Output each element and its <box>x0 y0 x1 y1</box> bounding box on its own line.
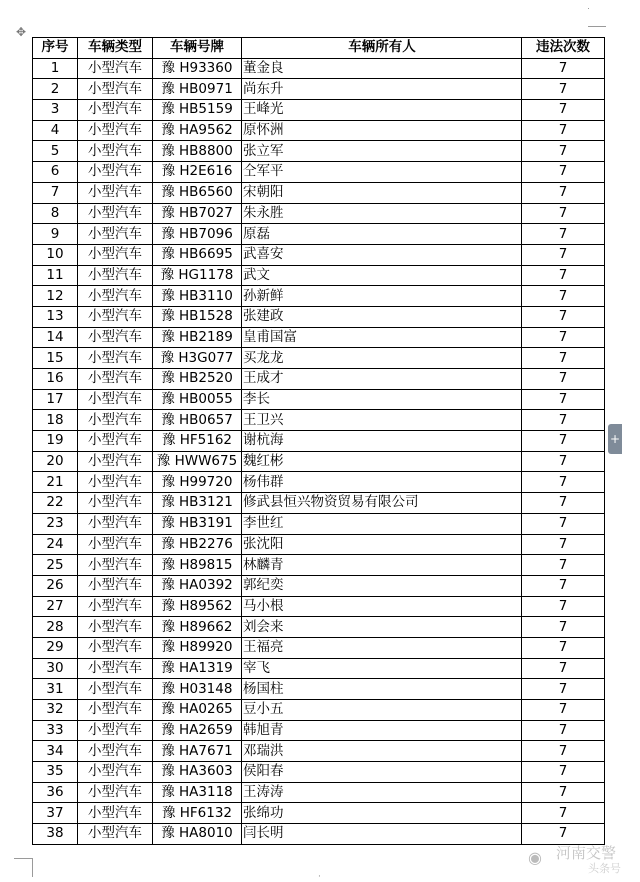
cell-no: 33 <box>33 720 78 741</box>
cell-no: 27 <box>33 596 78 617</box>
cell-count: 7 <box>522 286 605 307</box>
table-row <box>33 555 605 576</box>
cell-owner: 王卫兴 <box>242 410 522 431</box>
cell-type: 小型汽车 <box>78 120 153 141</box>
cell-count: 7 <box>522 182 605 203</box>
cell-owner: 邓瑞洪 <box>242 741 522 762</box>
cell-type: 小型汽车 <box>78 596 153 617</box>
cell-no: 17 <box>33 389 78 410</box>
cell-no: 21 <box>33 472 78 493</box>
cell-no: 30 <box>33 658 78 679</box>
cell-no: 29 <box>33 637 78 658</box>
cell-owner: 张绵功 <box>242 803 522 824</box>
table-row <box>33 472 605 493</box>
cell-type: 小型汽车 <box>78 79 153 100</box>
cell-type: 小型汽车 <box>78 575 153 596</box>
cell-no: 23 <box>33 513 78 534</box>
cell-no: 24 <box>33 534 78 555</box>
col-header-owner: 车辆所有人 <box>242 38 522 59</box>
cell-count: 7 <box>522 327 605 348</box>
cell-owner: 原怀洲 <box>242 120 522 141</box>
table-row <box>33 824 605 845</box>
table-row <box>33 782 605 803</box>
cell-type: 小型汽车 <box>78 369 153 390</box>
cell-plate: 豫 H89920 <box>153 637 242 658</box>
cell-plate: 豫 H3G077 <box>153 348 242 369</box>
cell-no: 6 <box>33 162 78 183</box>
cell-plate: 豫 H89562 <box>153 596 242 617</box>
cell-plate: 豫 H2E616 <box>153 162 242 183</box>
cell-count: 7 <box>522 348 605 369</box>
cell-no: 2 <box>33 79 78 100</box>
cell-no: 10 <box>33 244 78 265</box>
cell-count: 7 <box>522 637 605 658</box>
cell-plate: 豫 HWW675 <box>153 451 242 472</box>
cell-owner: 皇甫国富 <box>242 327 522 348</box>
cell-owner: 原磊 <box>242 224 522 245</box>
cell-no: 28 <box>33 617 78 638</box>
table-row <box>33 700 605 721</box>
watermark-sub: 头条号 <box>588 862 621 875</box>
cell-owner: 武文 <box>242 265 522 286</box>
cell-count: 7 <box>522 306 605 327</box>
cell-type: 小型汽车 <box>78 244 153 265</box>
cell-type: 小型汽车 <box>78 286 153 307</box>
cell-count: 7 <box>522 513 605 534</box>
cell-no: 13 <box>33 306 78 327</box>
cell-type: 小型汽车 <box>78 782 153 803</box>
cell-plate: 豫 HB3121 <box>153 493 242 514</box>
cell-type: 小型汽车 <box>78 555 153 576</box>
table-row <box>33 410 605 431</box>
cell-type: 小型汽车 <box>78 658 153 679</box>
cell-type: 小型汽车 <box>78 431 153 452</box>
cell-count: 7 <box>522 431 605 452</box>
cell-owner: 王福亮 <box>242 637 522 658</box>
cell-type: 小型汽车 <box>78 141 153 162</box>
cell-owner: 仝军平 <box>242 162 522 183</box>
table-row <box>33 348 605 369</box>
cell-type: 小型汽车 <box>78 162 153 183</box>
cell-plate: 豫 HB3110 <box>153 286 242 307</box>
cell-count: 7 <box>522 100 605 121</box>
cell-plate: 豫 HA0392 <box>153 575 242 596</box>
cell-plate: 豫 HG1178 <box>153 265 242 286</box>
cell-plate: 豫 HB2276 <box>153 534 242 555</box>
cell-plate: 豫 HB3191 <box>153 513 242 534</box>
cell-no: 25 <box>33 555 78 576</box>
cell-owner: 魏红彬 <box>242 451 522 472</box>
cell-owner: 张沈阳 <box>242 534 522 555</box>
cell-owner: 买龙龙 <box>242 348 522 369</box>
cell-type: 小型汽车 <box>78 720 153 741</box>
table-row <box>33 369 605 390</box>
cell-owner: 谢杭海 <box>242 431 522 452</box>
cell-plate: 豫 HB0055 <box>153 389 242 410</box>
cell-owner: 闫长明 <box>242 824 522 845</box>
cell-owner: 王涛涛 <box>242 782 522 803</box>
cell-plate: 豫 H89815 <box>153 555 242 576</box>
cell-count: 7 <box>522 79 605 100</box>
cell-plate: 豫 HA3603 <box>153 762 242 783</box>
cell-plate: 豫 H99720 <box>153 472 242 493</box>
cell-owner: 林麟青 <box>242 555 522 576</box>
cell-owner: 张建政 <box>242 306 522 327</box>
cell-type: 小型汽车 <box>78 513 153 534</box>
cell-count: 7 <box>522 782 605 803</box>
table-row <box>33 803 605 824</box>
cell-type: 小型汽车 <box>78 348 153 369</box>
cell-type: 小型汽车 <box>78 306 153 327</box>
table-row <box>33 534 605 555</box>
table-row <box>33 389 605 410</box>
col-header-count: 违法次数 <box>522 38 605 59</box>
table-row <box>33 306 605 327</box>
cell-owner: 宋朝阳 <box>242 182 522 203</box>
cell-owner: 侯阳春 <box>242 762 522 783</box>
cell-owner: 马小根 <box>242 596 522 617</box>
cell-type: 小型汽车 <box>78 472 153 493</box>
cell-type: 小型汽车 <box>78 265 153 286</box>
cell-plate: 豫 HB1528 <box>153 306 242 327</box>
cell-owner: 李世红 <box>242 513 522 534</box>
cell-owner: 杨国柱 <box>242 679 522 700</box>
cell-type: 小型汽车 <box>78 824 153 845</box>
cell-count: 7 <box>522 120 605 141</box>
cell-count: 7 <box>522 575 605 596</box>
cell-no: 8 <box>33 203 78 224</box>
cell-no: 37 <box>33 803 78 824</box>
cell-plate: 豫 HB7027 <box>153 203 242 224</box>
side-expand-plus-icon[interactable]: + <box>608 424 622 454</box>
cell-count: 7 <box>522 762 605 783</box>
cell-plate: 豫 HB6560 <box>153 182 242 203</box>
cell-type: 小型汽车 <box>78 803 153 824</box>
col-header-type: 车辆类型 <box>78 38 153 59</box>
cell-no: 14 <box>33 327 78 348</box>
col-header-no: 序号 <box>33 38 78 59</box>
table-move-handle-icon[interactable]: ✥ <box>15 25 27 39</box>
cell-no: 26 <box>33 575 78 596</box>
cell-type: 小型汽车 <box>78 327 153 348</box>
cell-plate: 豫 HB7096 <box>153 224 242 245</box>
cell-count: 7 <box>522 493 605 514</box>
cell-type: 小型汽车 <box>78 389 153 410</box>
cell-plate: 豫 H89662 <box>153 617 242 638</box>
col-header-plate: 车辆号牌 <box>153 38 242 59</box>
cell-no: 20 <box>33 451 78 472</box>
cell-no: 34 <box>33 741 78 762</box>
table-row <box>33 224 605 245</box>
cell-count: 7 <box>522 58 605 79</box>
cell-owner: 尚东升 <box>242 79 522 100</box>
table-row <box>33 58 605 79</box>
cell-type: 小型汽车 <box>78 451 153 472</box>
cell-plate: 豫 HA2659 <box>153 720 242 741</box>
cell-owner: 张立军 <box>242 141 522 162</box>
cell-plate: 豫 HA9562 <box>153 120 242 141</box>
cell-type: 小型汽车 <box>78 679 153 700</box>
table-row <box>33 286 605 307</box>
table-row <box>33 493 605 514</box>
table-row <box>33 575 605 596</box>
cell-owner: 董金良 <box>242 58 522 79</box>
cell-no: 38 <box>33 824 78 845</box>
cell-count: 7 <box>522 700 605 721</box>
cell-no: 35 <box>33 762 78 783</box>
cell-no: 1 <box>33 58 78 79</box>
table-row <box>33 658 605 679</box>
cell-count: 7 <box>522 617 605 638</box>
cell-no: 18 <box>33 410 78 431</box>
cell-type: 小型汽车 <box>78 762 153 783</box>
cell-count: 7 <box>522 410 605 431</box>
table-row <box>33 451 605 472</box>
cell-plate: 豫 HA7671 <box>153 741 242 762</box>
table-row <box>33 617 605 638</box>
cell-plate: 豫 HF6132 <box>153 803 242 824</box>
table-row <box>33 596 605 617</box>
cell-no: 4 <box>33 120 78 141</box>
table-row <box>33 431 605 452</box>
cell-count: 7 <box>522 596 605 617</box>
cell-plate: 豫 HB8800 <box>153 141 242 162</box>
cell-no: 5 <box>33 141 78 162</box>
table-row <box>33 100 605 121</box>
cell-plate: 豫 HB2189 <box>153 327 242 348</box>
cell-count: 7 <box>522 472 605 493</box>
table-row <box>33 762 605 783</box>
cell-count: 7 <box>522 224 605 245</box>
table-header-row <box>33 38 605 59</box>
cell-count: 7 <box>522 803 605 824</box>
cell-count: 7 <box>522 824 605 845</box>
cell-no: 22 <box>33 493 78 514</box>
cell-type: 小型汽车 <box>78 617 153 638</box>
cell-owner: 修武县恒兴物资贸易有限公司 <box>242 493 522 514</box>
table-row <box>33 637 605 658</box>
cell-count: 7 <box>522 555 605 576</box>
cell-plate: 豫 HB0657 <box>153 410 242 431</box>
cell-count: 7 <box>522 741 605 762</box>
watermark-name: 河南交警 <box>556 844 617 862</box>
cell-count: 7 <box>522 162 605 183</box>
cell-no: 12 <box>33 286 78 307</box>
table-row <box>33 513 605 534</box>
cell-type: 小型汽车 <box>78 637 153 658</box>
cell-type: 小型汽车 <box>78 700 153 721</box>
cell-no: 3 <box>33 100 78 121</box>
cell-plate: 豫 HB0971 <box>153 79 242 100</box>
cell-type: 小型汽车 <box>78 493 153 514</box>
cell-no: 11 <box>33 265 78 286</box>
cell-type: 小型汽车 <box>78 741 153 762</box>
cell-count: 7 <box>522 534 605 555</box>
cell-type: 小型汽车 <box>78 182 153 203</box>
cell-type: 小型汽车 <box>78 203 153 224</box>
cell-plate: 豫 HB5159 <box>153 100 242 121</box>
cell-no: 19 <box>33 431 78 452</box>
table-row <box>33 141 605 162</box>
cell-count: 7 <box>522 244 605 265</box>
cell-owner: 杨伟群 <box>242 472 522 493</box>
table-row <box>33 182 605 203</box>
cell-owner: 郭纪奕 <box>242 575 522 596</box>
cell-plate: 豫 HF5162 <box>153 431 242 452</box>
table-row <box>33 79 605 100</box>
cell-count: 7 <box>522 451 605 472</box>
cell-no: 9 <box>33 224 78 245</box>
cell-plate: 豫 HA1319 <box>153 658 242 679</box>
cell-count: 7 <box>522 265 605 286</box>
watermark <box>528 846 640 876</box>
cell-no: 36 <box>33 782 78 803</box>
cell-owner: 孙新鲜 <box>242 286 522 307</box>
table-row <box>33 327 605 348</box>
cell-no: 7 <box>33 182 78 203</box>
weibo-logo-icon: ◉ <box>528 848 542 867</box>
table-row <box>33 720 605 741</box>
cell-type: 小型汽车 <box>78 224 153 245</box>
cell-owner: 朱永胜 <box>242 203 522 224</box>
table-row <box>33 162 605 183</box>
page-corner-mark-bottom-left <box>14 858 33 877</box>
cell-owner: 王成才 <box>242 369 522 390</box>
cell-count: 7 <box>522 658 605 679</box>
cell-type: 小型汽车 <box>78 100 153 121</box>
cell-count: 7 <box>522 141 605 162</box>
page-footer-mark: · <box>318 872 321 882</box>
table-row <box>33 203 605 224</box>
table-row <box>33 265 605 286</box>
cell-plate: 豫 HA0265 <box>153 700 242 721</box>
cell-type: 小型汽车 <box>78 534 153 555</box>
cell-owner: 豆小五 <box>242 700 522 721</box>
cell-count: 7 <box>522 389 605 410</box>
cell-plate: 豫 HA3118 <box>153 782 242 803</box>
cell-no: 16 <box>33 369 78 390</box>
table-row <box>33 244 605 265</box>
cell-plate: 豫 H03148 <box>153 679 242 700</box>
cell-no: 32 <box>33 700 78 721</box>
cell-owner: 宰飞 <box>242 658 522 679</box>
cell-count: 7 <box>522 720 605 741</box>
cell-owner: 李长 <box>242 389 522 410</box>
cell-plate: 豫 H93360 <box>153 58 242 79</box>
cell-type: 小型汽车 <box>78 58 153 79</box>
cell-no: 31 <box>33 679 78 700</box>
violation-table <box>32 37 605 845</box>
cell-no: 15 <box>33 348 78 369</box>
cell-plate: 豫 HB2520 <box>153 369 242 390</box>
table-row <box>33 741 605 762</box>
cell-owner: 王峰光 <box>242 100 522 121</box>
cell-plate: 豫 HB6695 <box>153 244 242 265</box>
table-row <box>33 679 605 700</box>
cell-count: 7 <box>522 679 605 700</box>
page-corner-mark-top-right <box>588 8 589 9</box>
cell-owner: 韩旭青 <box>242 720 522 741</box>
cell-count: 7 <box>522 369 605 390</box>
cell-owner: 武喜安 <box>242 244 522 265</box>
cell-owner: 刘会来 <box>242 617 522 638</box>
cell-count: 7 <box>522 203 605 224</box>
cell-plate: 豫 HA8010 <box>153 824 242 845</box>
cell-type: 小型汽车 <box>78 410 153 431</box>
table-row <box>33 120 605 141</box>
